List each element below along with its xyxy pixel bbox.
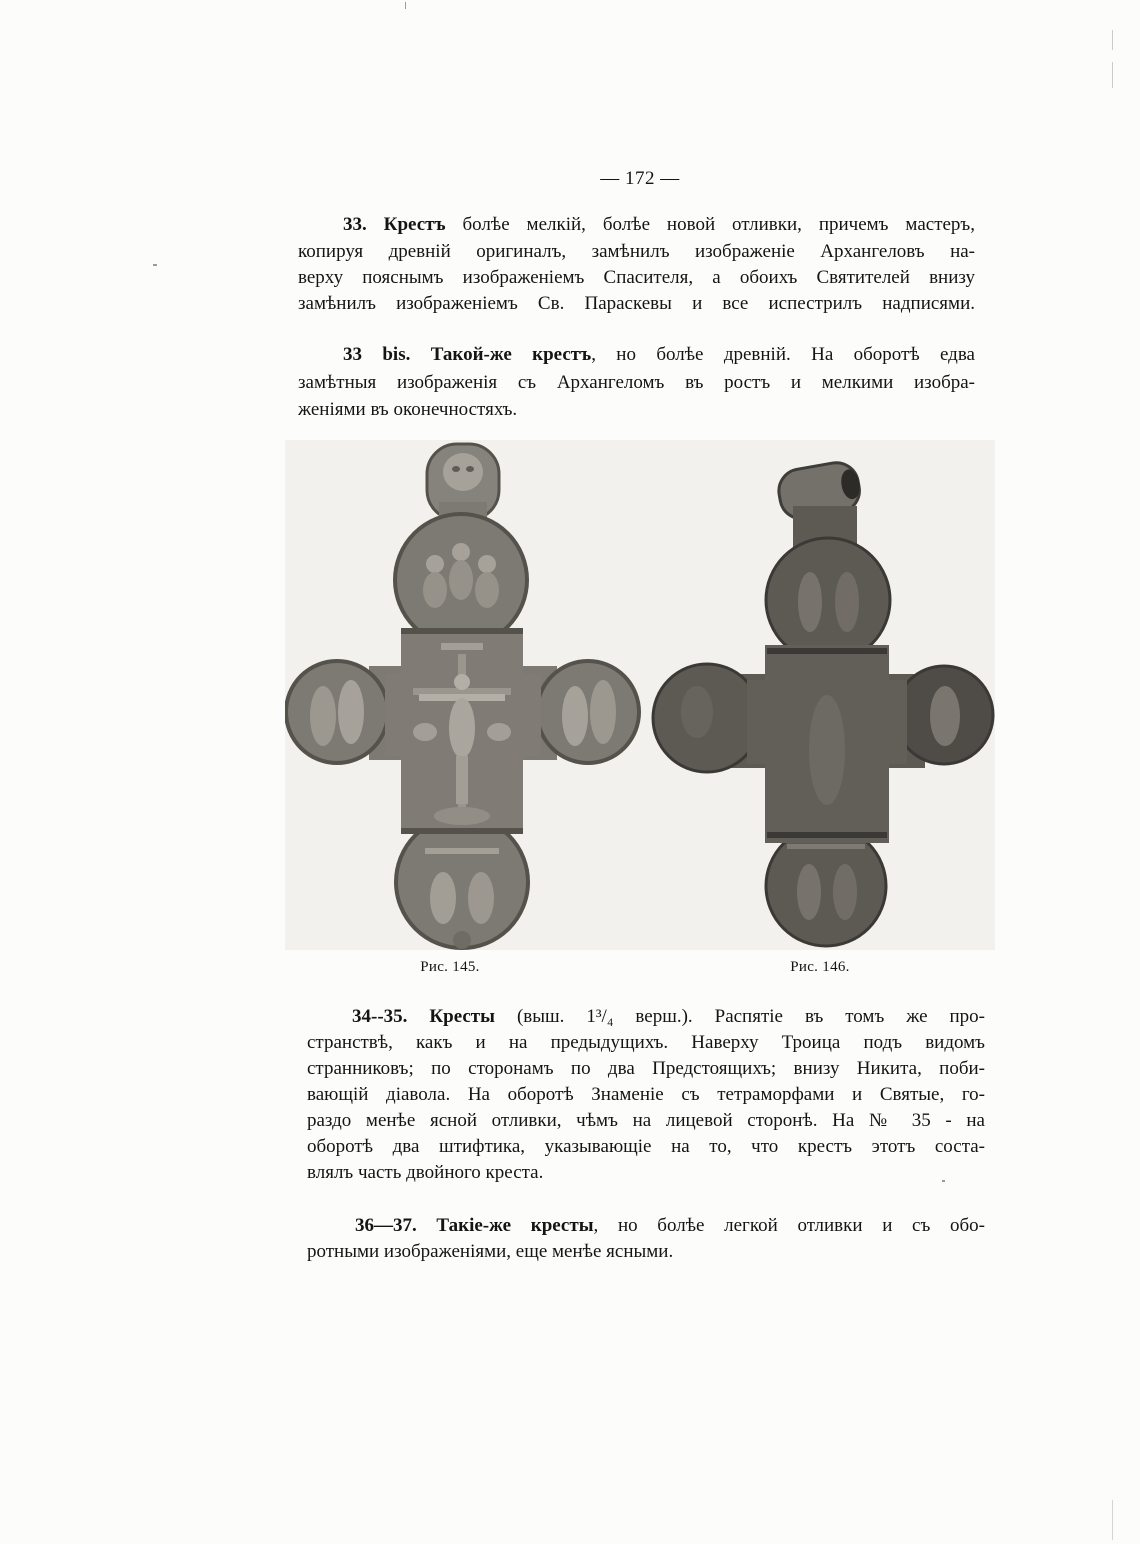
scan-speck: [153, 264, 157, 266]
entry-33bis-heading: 33 bis. Такой-же крестъ: [343, 344, 592, 365]
cross-145-left-medallion: [286, 661, 388, 763]
cross-146-top-medallion: [766, 538, 890, 662]
figure-146-caption: Рис. 146.: [790, 959, 850, 975]
entry-36-37-heading: 36—37. Такіе-же кресты: [355, 1215, 594, 1236]
cross-145-top-figure-body: [423, 572, 447, 608]
cross-145-top-figure-body: [475, 572, 499, 608]
entry-33-line-1: [343, 212, 975, 238]
cross-145-angel-left: [413, 723, 437, 741]
entry-34-35-line-2: странствѣ, какъ и на предыдущихъ. Наверху Троица подъ видомъ: [307, 1032, 985, 1053]
figure-crosses-photo: [285, 440, 995, 950]
entry-33-line-4: замѣнилъ изображеніемъ Св. Параскевы и все испестрилъ надписями.: [298, 293, 975, 314]
entry-34-35-line-1: [352, 1004, 985, 1030]
cross-145-bottom-medallion: [396, 816, 528, 948]
entry-33bis-line-1: [343, 342, 975, 368]
entry-33-line-2: копируя древній оригиналъ, замѣнилъ изображеніе Архангеловъ на-: [298, 241, 975, 262]
cross-145-bail-head: [443, 453, 483, 491]
cross-146-bottom-figure: [833, 864, 857, 920]
cross-146-central-figure: [809, 695, 845, 805]
cross-145-right-figure: [562, 686, 588, 746]
cross-145-bottom-nub: [453, 931, 471, 949]
entry-33-line-3: верху пояснымъ изображеніемъ Спасителя, а обоихъ Святителей внизу: [298, 267, 975, 288]
scan-speck: [1112, 30, 1113, 50]
cross-145-bail-eye: [466, 466, 474, 472]
cross-146-bottom-figure: [797, 864, 821, 920]
cross-145-angel-right: [487, 723, 511, 741]
entry-33bis-line-3: женіями въ оконечностяхъ.: [298, 399, 518, 420]
cross-145-christ-head: [454, 674, 470, 690]
cross-145-bottom-figure: [468, 872, 494, 924]
cross-146-bottom-band: [767, 832, 887, 838]
scan-speck: [405, 2, 406, 9]
entry-36-37-line-1: [355, 1213, 985, 1239]
entry-33bis-line-2: замѣтныя изображенія съ Архангеломъ въ ростъ и мелкими изобра-: [298, 372, 975, 393]
cross-146-bottom-inscription: [787, 844, 865, 849]
cross-145-right-medallion: [537, 661, 639, 763]
entry-36-37-line-2: ротными изображеніями, еще менѣе ясными.: [307, 1241, 674, 1262]
cross-145-top-figure-body: [449, 560, 473, 600]
figure-145-caption: Рис. 145.: [420, 959, 480, 975]
entry-34-35-line-6: оборотѣ два штифтика, указывающіе на то, что крестъ этотъ соста-: [307, 1136, 985, 1157]
entry-34-35-line-7: влялъ часть двойного креста.: [307, 1162, 544, 1183]
entry-34-35-line-5: раздо менѣе ясной отливки, чѣмъ на лицевой сторонѣ. На № 35 - на: [307, 1110, 985, 1131]
cross-145-golgotha: [434, 807, 490, 825]
cross-145-top-figure: [426, 555, 444, 573]
scan-speck: [942, 1180, 945, 1182]
cross-146-top-band: [767, 648, 887, 654]
cross-145-bail-eye: [452, 466, 460, 472]
cross-145-christ-legs: [456, 756, 468, 804]
cross-145-bottom-band: [401, 828, 523, 834]
page-number: — 172 —: [600, 168, 680, 189]
cross-145-christ-body: [449, 698, 475, 758]
cross-146-top-figure: [798, 572, 822, 632]
cross-145-left-figure: [310, 686, 336, 746]
scan-speck: [1112, 62, 1113, 88]
cross-145-right-figure: [590, 680, 616, 744]
entry-34-35-text: (выш. 1³/₄ верш.). Распятіе въ томъ же про-: [494, 1006, 985, 1027]
cross-145-top-figure: [452, 543, 470, 561]
entry-34-35-heading: 34--35. Кресты: [352, 1006, 495, 1027]
cross-145-top-band: [401, 628, 523, 634]
cross-146-left-figure: [681, 686, 713, 738]
entry-33-heading: 33. Крестъ: [343, 214, 446, 235]
entry-34-35-line-3: странниковъ; по сторонамъ по два Предстоящихъ; внизу Никита, поби-: [307, 1058, 985, 1079]
cross-145-bottom-figure: [430, 872, 456, 924]
cross-145-top-figure: [478, 555, 496, 573]
cross-145-left-figure: [338, 680, 364, 744]
cross-146-right-figure: [930, 686, 960, 746]
entry-34-35-line-4: вающій діавола. На оборотѣ Знаменіе съ тетраморфами и Святые, го-: [307, 1084, 985, 1105]
cross-145-inscription: [441, 643, 483, 650]
entry-36-37-text: , но болѣе легкой отливки и съ обо-: [593, 1215, 985, 1236]
cross-146-top-figure: [835, 572, 859, 632]
scan-speck: [1112, 1500, 1113, 1540]
cross-145-bottom-inscription: [425, 848, 499, 854]
entry-33-text: болѣе мелкій, болѣе новой отливки, причемъ мастеръ,: [445, 214, 975, 235]
entry-33bis-text: , но болѣе древній. На оборотѣ едва: [591, 344, 975, 365]
